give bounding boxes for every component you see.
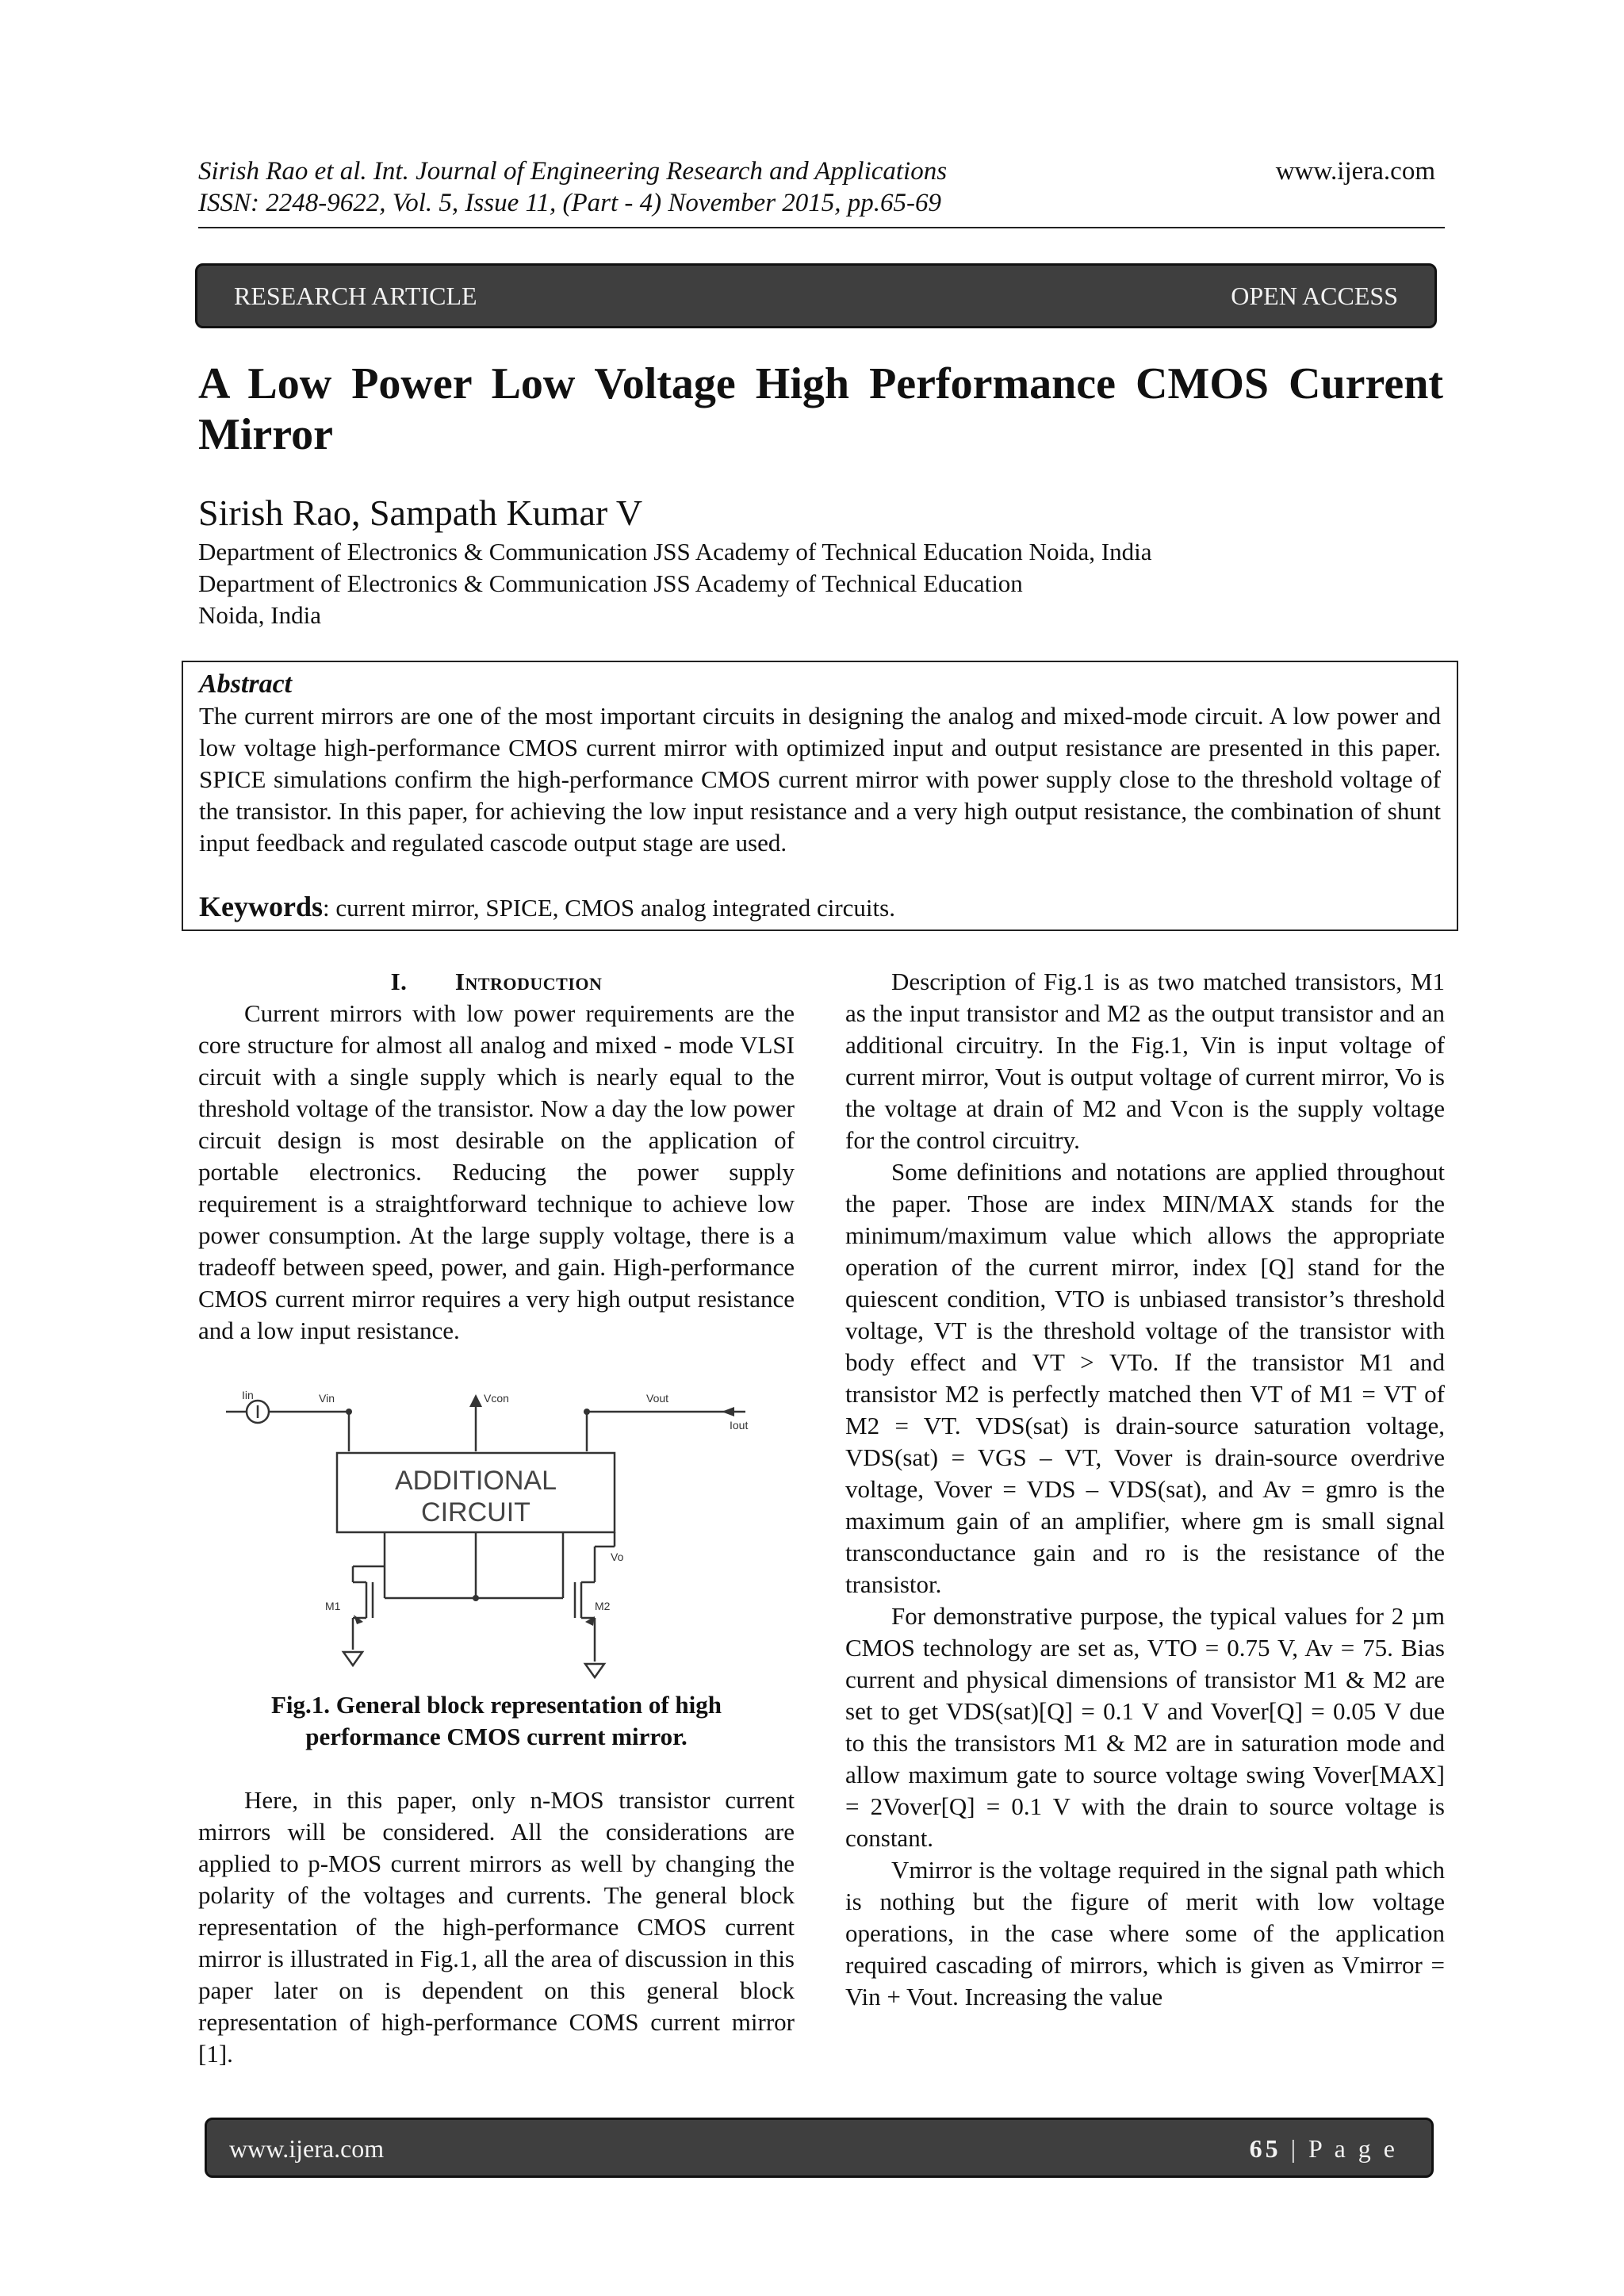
- figure-1-caption: [198, 1689, 795, 1753]
- right-paragraph-4: Vmirror is the voltage required in the signal path which is nothing but the figure of merit with low voltage operations, in the case where some of the application required cascading of mirrors, which is given as Vmirror = Vin + Vout. Increasing the value: [845, 1856, 1445, 2010]
- keywords: [199, 890, 895, 923]
- label-iout: Iout: [730, 1419, 749, 1432]
- label-vin: Vin: [319, 1392, 335, 1405]
- right-paragraph-2: Some definitions and notations are applied throughout the paper. Those are index MIN/MAX stands for the minimum/maximum value which allows the appropriate operation of the current mirror, index [Q] stand for the quiescent condition, VTO is unbiased transistor’s threshold voltage, VT is the threshold voltage of the transistor with body effect and VT > VTo. If the transistor M1 and transistor M2 is perfectly matched then VT of M1 = VT of M2 = VT. VDS(sat) is drain-source saturation voltage, VDS(sat) = VGS – VT, Vover is drain-source overdrive voltage, Vover = VDS – VDS(sat), and Av = gmro is the maximum gain of an amplifier, where gm is small signal transconductance gain and ro is the resistance of the transistor.: [845, 1158, 1445, 1598]
- journal-citation-line2: ISSN: 2248-9622, Vol. 5, Issue 11, (Part - 4) November 2015, pp.65-69: [198, 189, 942, 217]
- abstract-text: The current mirrors are one of the most important circuits in designing the analog and mixed-mode circuit. A low power and low voltage high-performance CMOS current mirror with optimized input and output resistance are presented in this paper. SPICE simulations confirm the high-performance CMOS current mirror with power supply close to the threshold voltage of the transistor. In this paper, for achieving the low input resistance and a very high output resistance, the combination of shunt input feedback and regulated cascode output stage are used.: [199, 702, 1441, 857]
- label-vcon: Vcon: [484, 1392, 509, 1405]
- abstract-heading: Abstract: [199, 669, 293, 699]
- footer-page: [1250, 2134, 1398, 2164]
- abstract-box: [182, 661, 1458, 931]
- caption-line-1: Fig.1. General block representation of high: [270, 1691, 722, 1719]
- page-number: 65: [1249, 2134, 1281, 2163]
- figure-1-circuit-diagram: [214, 1388, 769, 1697]
- section-title: Introduction: [454, 968, 603, 995]
- footer-website[interactable]: www.ijera.com: [229, 2134, 385, 2163]
- open-access-label: OPEN ACCESS: [1231, 282, 1398, 310]
- affiliation-2: Department of Electronics & Communication JSS Academy of Technical Education: [198, 569, 1023, 597]
- header-rule: [198, 227, 1445, 228]
- article-type-banner: [195, 263, 1437, 328]
- left-column-lower: [198, 1784, 795, 2070]
- keywords-text: : current mirror, SPICE, CMOS analog integrated circuits.: [323, 894, 895, 922]
- label-vo: Vo: [611, 1550, 624, 1563]
- header-website[interactable]: www.ijera.com: [1275, 157, 1435, 186]
- label-vout: Vout: [646, 1392, 669, 1405]
- research-article-label: RESEARCH ARTICLE: [234, 282, 477, 310]
- authors: Sirish Rao, Sampath Kumar V: [198, 493, 643, 533]
- caption-line-2: performance CMOS current mirror.: [305, 1723, 688, 1750]
- box-label-line1: ADDITIONAL: [394, 1466, 557, 1496]
- page-label: | P a g e: [1290, 2134, 1398, 2163]
- keywords-label: Keywords: [199, 891, 323, 922]
- right-column: [845, 966, 1445, 2013]
- intro-paragraph-2: Here, in this paper, only n-MOS transistor current mirrors will be considered. All the considerations are applied to p-MOS current mirrors as well by changing the polarity of the voltages and currents. The general block representation of the high-performance CMOS current mirror is illustrated in Fig.1, all the area of discussion in this paper later on is dependent on this general block representation of high-performance COMS current mirror [1].: [198, 1786, 795, 2068]
- journal-citation-line1: Sirish Rao et al. Int. Journal of Engineering Research and Applications: [198, 157, 948, 186]
- box-label-line2: CIRCUIT: [421, 1497, 530, 1527]
- section-heading-introduction: [198, 966, 795, 998]
- section-number: I.: [390, 968, 408, 995]
- page-footer: [205, 2118, 1434, 2178]
- label-m1: M1: [325, 1600, 341, 1612]
- affiliation-3: Noida, India: [198, 601, 321, 629]
- right-paragraph-1: Description of Fig.1 is as two matched transistors, M1 as the input transistor and M2 as the output transistor and an additional circuitry. In the Fig.1, Vin is input voltage of current mirror, Vout is output voltage of current mirror, Vo is the voltage at drain of M2 and Vcon is the supply voltage for the control circuitry.: [845, 968, 1445, 1154]
- label-iin: Iin: [242, 1389, 254, 1401]
- intro-paragraph-1: Current mirrors with low power requirements are the core structure for almost all analog and mixed - mode VLSI circuit with a single supply which is nearly equal to the threshold voltage of the transistor. Now a day the low power circuit design is most desirable on the application of portable electronics. Reducing the power supply requirement is a straightforward technique to achieve low power consumption. At the large supply voltage, there is a tradeoff between speed, power, and gain. High-performance CMOS current mirror requires a very high output resistance and a low input resistance.: [198, 999, 795, 1344]
- right-paragraph-3: For demonstrative purpose, the typical values for 2 µm CMOS technology are set as, VTO = 0.75 V, Av = 75. Bias current and physical dimensions of transistor M1 & M2 are set to get VDS(sat)[Q] = 0.1 V and Vover[Q] = 0.05 V due to this the transistors M1 & M2 are in saturation mode and allow maximum gate to source voltage swing Vover[MAX] = 2Vover[Q] = 0.1 V with the drain to source voltage is constant.: [845, 1602, 1445, 1852]
- affiliation-1: Department of Electronics & Communication JSS Academy of Technical Education Noida, India: [198, 538, 1152, 565]
- left-column: [198, 966, 795, 1347]
- paper-title: A Low Power Low Voltage High Performance CMOS Current Mirror: [198, 359, 1443, 459]
- label-m2: M2: [595, 1600, 611, 1612]
